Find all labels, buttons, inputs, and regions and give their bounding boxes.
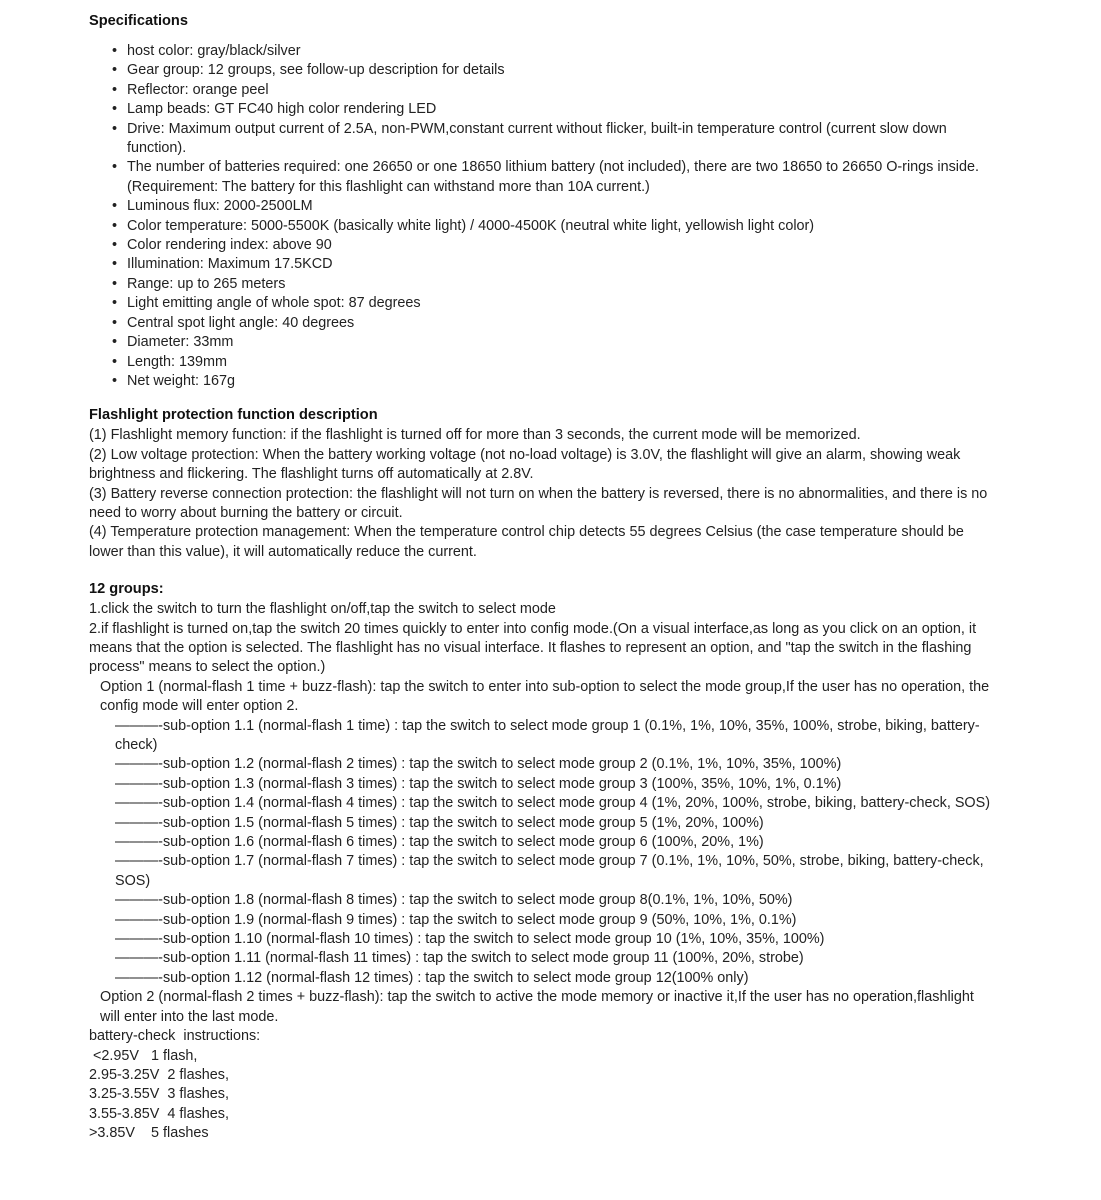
sub-option-item: ———-sub-option 1.7 (normal-flash 7 times) : tap the switch to select mode group 7 (0.1%, 1%, 10%, 50%, strobe, biking, battery-check, SOS): [115, 853, 984, 889]
groups-heading: 12 groups:: [89, 581, 164, 598]
list-item: • Illumination: Maximum 17.5KCD: [89, 255, 994, 274]
battery-check-row: 2.95-3.25V 2 flashes,: [89, 1066, 229, 1083]
protection-paragraph: (2) Low voltage protection: When the battery working voltage (not no-load voltage) is 3.0V, the flashlight will give an alarm, showing weak brightness and flickering. The flashlight turns off automatically at 2.8V.: [89, 446, 961, 483]
list-item: • Luminous flux: 2000-2500LM: [89, 197, 994, 216]
battery-check-row: 3.55-3.85V 4 flashes,: [89, 1105, 229, 1122]
list-item: • Central spot light angle: 40 degrees: [89, 314, 994, 333]
list-item: • Gear group: 12 groups, see follow-up description for details: [89, 61, 994, 80]
list-item: • host color: gray/black/silver: [89, 42, 994, 61]
battery-check-heading: battery-check instructions:: [89, 1028, 261, 1045]
product-description: [89, 10, 994, 1144]
spacer: [89, 562, 994, 578]
specifications-heading: Specifications: [89, 13, 188, 29]
sub-option-item: ———-sub-option 1.10 (normal-flash 10 times) : tap the switch to select mode group 10 (1%, 10%, 35%, 100%): [115, 931, 825, 948]
sub-option-item: ———-sub-option 1.3 (normal-flash 3 times) : tap the switch to select mode group 3 (100%, 35%, 10%, 1%, 0.1%): [115, 775, 842, 792]
list-item: • Diameter: 33mm: [89, 333, 994, 352]
sub-option-item: ———-sub-option 1.8 (normal-flash 8 times) : tap the switch to select mode group 8(0.1%, 1%, 10%, 50%): [115, 892, 793, 909]
spacer: [89, 391, 994, 404]
list-item: • Reflector: orange peel: [89, 81, 994, 100]
battery-check-row: >3.85V 5 flashes: [89, 1125, 209, 1142]
protection-heading: Flashlight protection function description: [89, 407, 378, 424]
list-item: • Light emitting angle of whole spot: 87 degrees: [89, 294, 994, 313]
battery-check-row: <2.95V 1 flash,: [89, 1047, 198, 1064]
list-item: • Color temperature: 5000-5500K (basically white light) / 4000-4500K (neutral white light, yellowish light color): [89, 217, 994, 236]
list-item: • Color rendering index: above 90: [89, 236, 994, 255]
protection-paragraph: (4) Temperature protection management: When the temperature control chip detects 55 degrees Celsius (the case temperature should be lower than this value), it will automatically reduce the current.: [89, 524, 964, 560]
sub-option-item: ———-sub-option 1.5 (normal-flash 5 times) : tap the switch to select mode group 5 (1%, 20%, 100%): [115, 814, 764, 831]
specifications-list: [89, 42, 994, 391]
list-item: • Net weight: 167g: [89, 372, 994, 391]
battery-check-row: 3.25-3.55V 3 flashes,: [89, 1086, 229, 1103]
option-1-text: Option 1 (normal-flash 1 time + buzz-flash): tap the switch to enter into sub-option to select the mode group,If the user has no operation, the config mode will enter option 2.: [100, 678, 990, 715]
instruction-step: 2.if flashlight is turned on,tap the switch 20 times quickly to enter into config mode.(On a visual interface,as long as you click on an option, it means that the option is selected. The flashlight has no visual interface. It flashes to represent an option, and "tap the switch in the flashing process" means to select the option.): [89, 620, 977, 676]
sub-option-item: ———-sub-option 1.12 (normal-flash 12 times) : tap the switch to select mode group 12(100% only): [115, 969, 749, 986]
instruction-step: 1.click the switch to turn the flashlight on/off,tap the switch to select mode: [89, 601, 556, 618]
list-item: • Length: 139mm: [89, 353, 994, 372]
sub-option-item: ———-sub-option 1.4 (normal-flash 4 times) : tap the switch to select mode group 4 (1%, 20%, 100%, strobe, biking, battery-check, SOS): [115, 795, 991, 812]
list-item: • Range: up to 265 meters: [89, 275, 994, 294]
protection-paragraph: (3) Battery reverse connection protection: the flashlight will not turn on when the battery is reversed, there is no abnormalities, and there is no need to worry about burning the battery or circuit.: [89, 485, 988, 521]
option-2-text: Option 2 (normal-flash 2 times + buzz-flash): tap the switch to active the mode memory or inactive it,If the user has no operation,flashlight will enter into the last mode.: [100, 989, 974, 1025]
protection-paragraph: (1) Flashlight memory function: if the flashlight is turned off for more than 3 seconds, the current mode will be memorized.: [89, 427, 861, 444]
list-item: • The number of batteries required: one 26650 or one 18650 lithium battery (not included), there are two 18650 to 26650 O-rings inside. (Requirement: The battery for this flashlight can withstand more than 10A current.): [89, 158, 994, 197]
sub-option-item: ———-sub-option 1.6 (normal-flash 6 times) : tap the switch to select mode group 6 (100%, 20%, 1%): [115, 834, 764, 851]
sub-option-item: ———-sub-option 1.9 (normal-flash 9 times) : tap the switch to select mode group 9 (50%, 10%, 1%, 0.1%): [115, 911, 797, 928]
sub-option-item: ———-sub-option 1.11 (normal-flash 11 times) : tap the switch to select mode group 11 (100%, 20%, strobe): [115, 950, 804, 967]
list-item: • Drive: Maximum output current of 2.5A, non-PWM,constant current without flicker, built-in temperature control (current slow down function).: [89, 120, 994, 159]
sub-option-item: ———-sub-option 1.2 (normal-flash 2 times) : tap the switch to select mode group 2 (0.1%, 1%, 10%, 35%, 100%): [115, 756, 842, 773]
sub-option-item: ———-sub-option 1.1 (normal-flash 1 time) : tap the switch to select mode group 1 (0.1%, 1%, 10%, 35%, 100%, strobe, biking, battery-check): [115, 717, 980, 753]
list-item: • Lamp beads: GT FC40 high color rendering LED: [89, 100, 994, 119]
